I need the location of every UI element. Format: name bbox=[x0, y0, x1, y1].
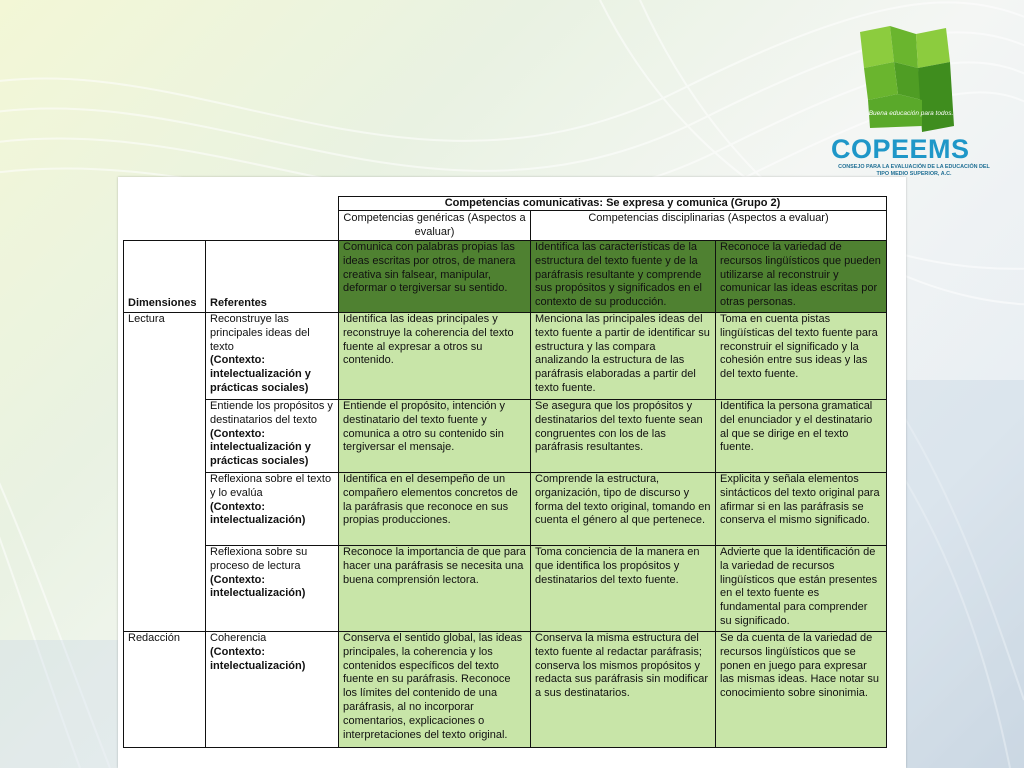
logo-tagline: Buena educación para todos. bbox=[868, 110, 954, 117]
blank-corner bbox=[124, 197, 339, 241]
table-cell: Toma en cuenta pistas lingüísticas del texto fuente para reconstruir el significado y la cohesión entre sus ideas y las del texto fuente. bbox=[716, 313, 887, 400]
dimension-cell: Redacción bbox=[124, 632, 206, 748]
referente-cell bbox=[206, 632, 339, 748]
disciplinary-competencies-header: Competencias disciplinarias (Aspectos a evaluar) bbox=[531, 211, 887, 241]
table-cell: Advierte que la identificación de la variedad de recursos lingüísticos que están presentes en el texto fuente es fundamental para comprender su significado. bbox=[716, 546, 887, 632]
referentes-header: Referentes bbox=[206, 241, 339, 313]
table-cell: Conserva el sentido global, las ideas principales, la coherencia y los contenidos específicos del texto fuente en su paráfrasis. Reconoce los límites del contenido de una paráfrasis, al no incorporar comentarios, explicaciones o interpretaciones del texto original. bbox=[339, 632, 531, 748]
rubric-table bbox=[123, 196, 887, 748]
copeems-logo bbox=[826, 22, 996, 182]
referente-text: Coherencia bbox=[210, 632, 267, 644]
table-cell: Comprende la estructura, organización, tipo de discurso y forma del texto original, tomando en cuenta el género al que pertenece. bbox=[531, 473, 716, 546]
logo-subtitle: CONSEJO PARA LA EVALUACIÓN DE LA EDUCACIÓN DEL TIPO MEDIO SUPERIOR, A.C. bbox=[838, 164, 990, 177]
referente-context: (Contexto: intelectualización y prácticas sociales) bbox=[210, 427, 311, 468]
dimensiones-header: Dimensiones bbox=[124, 241, 206, 313]
table-cell: Identifica la persona gramatical del enunciador y el destinatario al que se dirige en el texto fuente. bbox=[716, 400, 887, 473]
referente-cell bbox=[206, 473, 339, 546]
table-cell: Identifica las ideas principales y reconstruye la coherencia del texto fuente al expresar a otros su contenido. bbox=[339, 313, 531, 400]
table-cell: Explicita y señala elementos sintácticos del texto original para afirmar si en las paráfrasis se conserva el mismo significado. bbox=[716, 473, 887, 546]
referente-context: (Contexto: intelectualización) bbox=[210, 573, 306, 600]
referente-text: Reflexiona sobre su proceso de lectura bbox=[210, 546, 308, 572]
logo-name: COPEEMS bbox=[831, 134, 970, 164]
table-cell: Se asegura que los propósitos y destinatarios del texto fuente sean congruentes con los de las paráfrasis resultantes. bbox=[531, 400, 716, 473]
table-cell: Conserva la misma estructura del texto fuente al redactar paráfrasis; conserva los mismos propósitos y redacta sus paráfrasis sin modificar a sus destinatarios. bbox=[531, 632, 716, 748]
table-cell: Toma conciencia de la manera en que identifica los propósitos y destinatarios del texto fuente. bbox=[531, 546, 716, 632]
referente-text: Entiende los propósitos y destinatarios del texto bbox=[210, 400, 333, 426]
referente-cell bbox=[206, 546, 339, 632]
referente-cell bbox=[206, 400, 339, 473]
rubric-document bbox=[118, 177, 906, 768]
table-title: Competencias comunicativas: Se expresa y comunica (Grupo 2) bbox=[339, 197, 887, 211]
table-cell: Menciona las principales ideas del texto fuente a partir de identificar su estructura y las compara analizando la estructura de las paráfrasis elaboradas a partir del texto fuente. bbox=[531, 313, 716, 400]
referente-text: Reconstruye las principales ideas del texto bbox=[210, 313, 310, 353]
table-cell: Reconoce la importancia de que para hacer una paráfrasis se necesita una buena comprensión lectora. bbox=[339, 546, 531, 632]
disciplinary-competency-cell: Reconoce la variedad de recursos lingüísticos que pueden utilizarse al reconstruir y comunicar las ideas escritas por otras personas. bbox=[716, 241, 887, 313]
table-cell: Se da cuenta de la variedad de recursos lingüísticos que se ponen en juego para expresar las mismas ideas. Hace notar su conocimiento sobre sinonimia. bbox=[716, 632, 887, 748]
table-cell: Entiende el propósito, intención y destinatario del texto fuente y comunica a otro su contenido sin tergiversar el mensaje. bbox=[339, 400, 531, 473]
generic-competency-cell: Comunica con palabras propias las ideas escritas por otros, de manera creativa sin falsear, manipular, deformar o tergiversar su sentido. bbox=[339, 241, 531, 313]
referente-context: (Contexto: intelectualización y prácticas sociales) bbox=[210, 354, 311, 394]
referente-context: (Contexto: intelectualización) bbox=[210, 500, 306, 527]
disciplinary-competency-cell: Identifica las características de la estructura del texto fuente y de la paráfrasis resultante y comprende sus propósitos y significados en el contexto de su producción. bbox=[531, 241, 716, 313]
dimension-cell: Lectura bbox=[124, 313, 206, 632]
generic-competencies-header: Competencias genéricas (Aspectos a evaluar) bbox=[339, 211, 531, 241]
referente-cell bbox=[206, 313, 339, 400]
referente-context: (Contexto: intelectualización) bbox=[210, 645, 306, 672]
referente-text: Reflexiona sobre el texto y lo evalúa bbox=[210, 473, 332, 499]
table-cell: Identifica en el desempeño de un compañero elementos concretos de la paráfrasis que reconoce en sus propias producciones. bbox=[339, 473, 531, 546]
